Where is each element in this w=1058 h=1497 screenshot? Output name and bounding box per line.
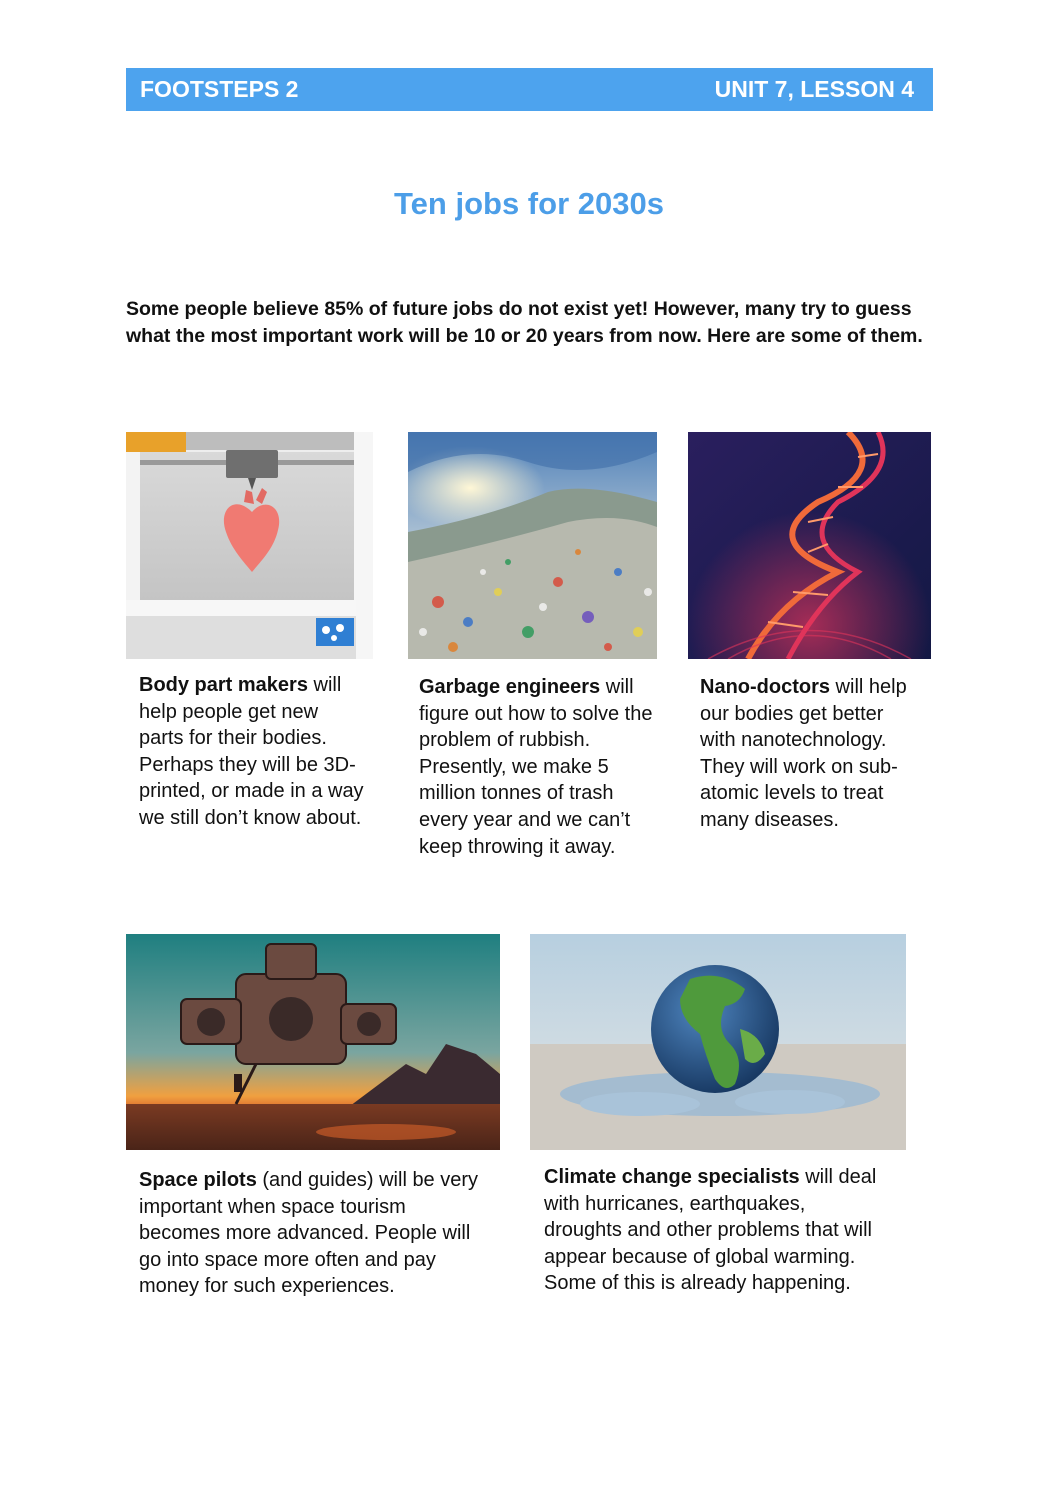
job-name: Nano-doctors: [700, 676, 830, 698]
job-caption-space-pilots: [139, 1167, 484, 1300]
job-description: (and guides) will be very important when space tourism becomes more advanced. People will go into space more often and pay money for such experiences.: [139, 1169, 479, 1298]
job-caption-climate-change-specialists: [544, 1164, 884, 1297]
printer-heart-image: [126, 432, 373, 659]
page-title: Ten jobs for 2030s: [394, 186, 664, 221]
job-description: will deal with hurricanes, earthquakes, droughts and other problems that will appear because of global warming. Some of this is already happening.: [544, 1166, 877, 1295]
unit-lesson: UNIT 7, LESSON 4: [714, 76, 914, 102]
job-caption-garbage-engineers: [419, 674, 655, 860]
header-bar: [126, 68, 933, 111]
job-description: will help our bodies get better with nanotechnology. They will work on sub-atomic levels to treat many diseases.: [700, 676, 907, 831]
job-name: Garbage engineers: [419, 676, 601, 698]
landfill-image: [408, 432, 657, 659]
course-name: FOOTSTEPS 2: [140, 76, 299, 102]
job-name: Space pilots: [139, 1169, 257, 1191]
spaceship-image: [126, 934, 500, 1150]
job-caption-body-part-makers: [139, 672, 364, 832]
dna-helix-image: [688, 432, 931, 659]
intro-paragraph: Some people believe 85% of future jobs do not exist yet! However, many try to guess what the most important work will be 10 or 20 years from now. Here are some of them.: [126, 298, 923, 347]
melting-earth-image: [530, 934, 906, 1150]
job-description: will help people get new parts for their bodies. Perhaps they will be 3D-printed, or made in a way we still don’t know about.: [139, 674, 364, 829]
job-caption-nano-doctors: [700, 674, 920, 834]
job-name: Climate change specialists: [544, 1166, 800, 1188]
job-name: Body part makers: [139, 674, 308, 696]
job-description: will figure out how to solve the problem of rubbish. Presently, we make 5 million tonnes of trash every year and we can’t keep throwing it away.: [419, 676, 653, 858]
